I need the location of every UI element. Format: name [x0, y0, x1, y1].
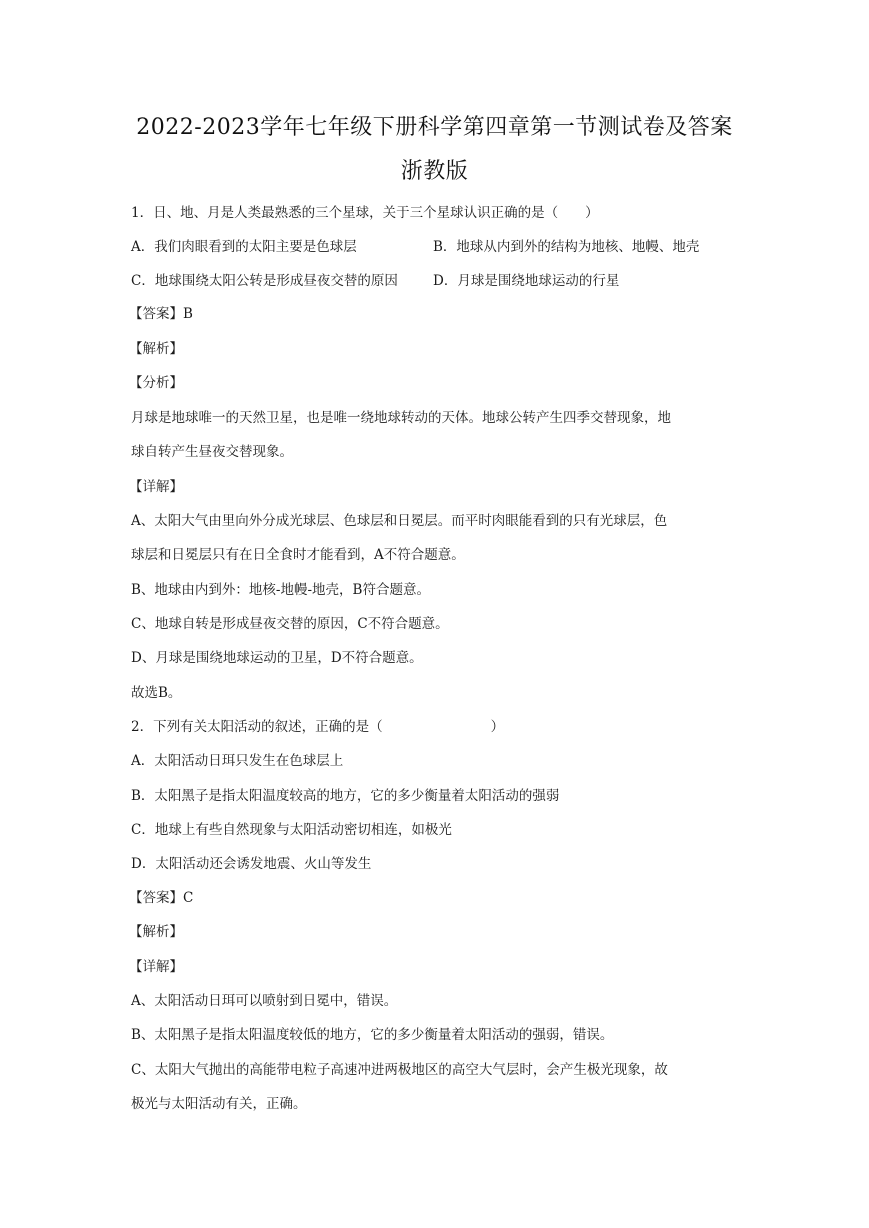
q2-detail-a: A、太阳活动日珥可以喷射到日冕中，错误。 [131, 993, 398, 1009]
q2-option-c: C．地球上有些自然现象与太阳活动密切相连，如极光 [131, 822, 452, 838]
q1-stem: 1．日、地、月是人类最熟悉的三个星球，关于三个星球认识正确的是（ ） [131, 205, 599, 221]
q1-detail-heading: 【详解】 [129, 479, 183, 495]
q1-fenxi-line-1: 月球是地球唯一的天然卫星，也是唯一绕地球转动的天体。地球公转产生四季交替现象，地 [131, 410, 671, 426]
q2-detail-c-line-2: 极光与太阳活动有关，正确。 [131, 1096, 307, 1112]
q1-fenxi-heading: 【分析】 [129, 375, 183, 391]
q1-option-d: D．月球是围绕地球运动的行星 [433, 273, 620, 289]
q2-detail-c-line-1: C、太阳大气抛出的高能带电粒子高速冲进两极地区的高空大气层时，会产生极光现象，故 [131, 1062, 668, 1078]
q2-stem: 2．下列有关太阳活动的叙述，正确的是（ ） [131, 719, 505, 735]
q1-option-b: B．地球从内到外的结构为地核、地幔、地壳 [433, 239, 700, 255]
q1-option-c: C．地球围绕太阳公转是形成昼夜交替的原因 [131, 273, 398, 289]
q1-detail-a-line-1: A、太阳大气由里向外分成光球层、色球层和日冕层。而平时肉眼能看到的只有光球层，色 [131, 513, 668, 529]
q1-detail-a-line-2: 球层和日冕层只有在日全食时才能看到，A不符合题意。 [131, 547, 465, 563]
q2-option-a: A．太阳活动日珥只发生在色球层上 [131, 753, 344, 769]
q2-option-b: B．太阳黑子是指太阳温度较高的地方，它的多少衡量着太阳活动的强弱 [131, 788, 560, 804]
q1-fenxi-line-2: 球自转产生昼夜交替现象。 [131, 444, 293, 460]
q2-option-d: D．太阳活动还会诱发地震、火山等发生 [131, 856, 372, 872]
q2-detail-heading: 【详解】 [129, 959, 183, 975]
q1-conclusion: 故选B。 [131, 685, 182, 701]
q1-answer: 【答案】B [129, 306, 193, 322]
q1-detail-b: B、地球由内到外：地核-地幔-地壳，B符合题意。 [131, 582, 430, 598]
q2-answer: 【答案】C [129, 890, 194, 906]
document-title: 2022-2023学年七年级下册科学第四章第一节测试卷及答案 [136, 115, 733, 140]
q1-option-a: A．我们肉眼看到的太阳主要是色球层 [131, 239, 357, 255]
document-subtitle: 浙教版 [400, 159, 469, 184]
q1-analysis-heading: 【解析】 [129, 341, 183, 357]
q2-detail-b: B、太阳黑子是指太阳温度较低的地方，它的多少衡量着太阳活动的强弱，错误。 [131, 1027, 614, 1043]
q1-detail-d: D、月球是围绕地球运动的卫星，D不符合题意。 [131, 650, 423, 666]
q1-detail-c: C、地球自转是形成昼夜交替的原因，C不符合题意。 [131, 616, 449, 632]
q2-analysis-heading: 【解析】 [129, 924, 183, 940]
